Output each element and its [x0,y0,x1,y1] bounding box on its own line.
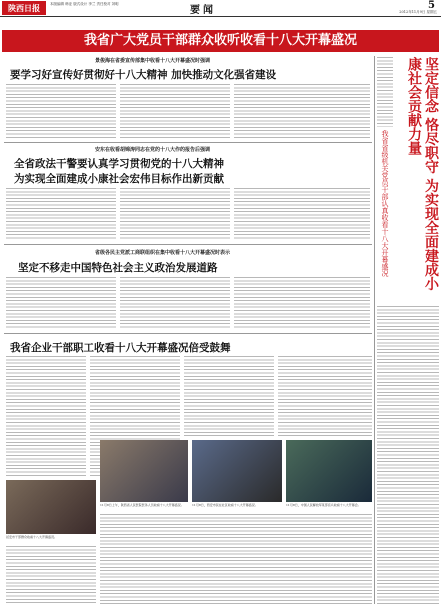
article4-body-col3 [184,356,274,436]
sidebar-headline: 坚定信念 恪尽职守 为实现全面建成小康社会贡献力量 [406,57,439,291]
article3-body-col2 [120,277,230,329]
issue-date: 2012年11月9日 星期五 [399,10,437,14]
page-number: 5 [428,0,435,11]
photo-caption: 11月8日，西安市民在社区收看十八大开幕盛况。 [192,503,258,507]
newspaper-logo: 陕西日报 [2,1,46,15]
sidebar-body-top [377,57,393,127]
article1-body-col3 [234,84,370,140]
column-divider [374,56,375,604]
article4-body-col4 [278,356,372,436]
article3-body-col1 [6,277,116,329]
article4-body-bottom-left [6,546,96,604]
article1-headline: 要学习好宣传好贯彻好十八大精神 加快推动文化强省建设 [10,69,277,81]
article3-subtitle: 省级各民主党派工商联组织在集中收看十八大开幕盛况时表示 [95,250,231,256]
photo-caption: 11月8日上午，陕西省人民医院医务人员收看十八大开幕盛况。 [100,503,184,507]
photo-community [192,440,282,502]
divider [4,333,372,334]
photo-yanan [6,480,96,534]
sidebar-subtitle: 我省省级机关党员干部认真收看十八大开幕盛况 [381,130,389,277]
article2-body-col1 [6,188,116,240]
photo-hospital [100,440,188,502]
article1-subtitle: 景俊海在省委宣传部集中收看十八大开幕盛况时强调 [95,58,211,64]
article4-body-col1 [6,356,86,476]
main-banner: 我省广大党员干部群众收听收看十八大开幕盛况 [2,30,439,52]
photo-caption: 延安市干部群众收看十八大开幕盛况。 [6,535,58,539]
article1-body-col1 [6,84,116,140]
section-title: 要闻 [190,5,216,16]
divider [4,142,372,143]
article4-headline: 我省企业干部职工收看十八大开幕盛况倍受鼓舞 [10,342,231,354]
article2-headline-line2: 为实现全面建成小康社会宏伟目标作出新贡献 [14,173,224,185]
photo-soldiers [286,440,372,502]
photo-caption: 11月8日，中国人民解放军某部官兵收看十八大开幕会。 [286,503,361,507]
article2-body-col2 [120,188,230,240]
article3-headline: 坚定不移走中国特色社会主义政治发展道路 [18,262,218,274]
article2-body-col3 [234,188,370,240]
article2-headline-line1: 全省政法干警要认真学习贯彻党的十八大精神 [14,158,224,170]
article2-subtitle: 安东在收看胡锦涛同志在党的十八大作的报告后强调 [95,147,211,153]
article1-body-col2 [120,84,230,140]
divider [4,244,372,245]
masthead-info: 本版编辑 韩亚 版式设计 李兰 责任校对 刘明 [50,2,119,6]
article3-body-col3 [234,277,370,329]
article4-body-bottom [100,514,372,604]
sidebar-body [377,306,439,604]
